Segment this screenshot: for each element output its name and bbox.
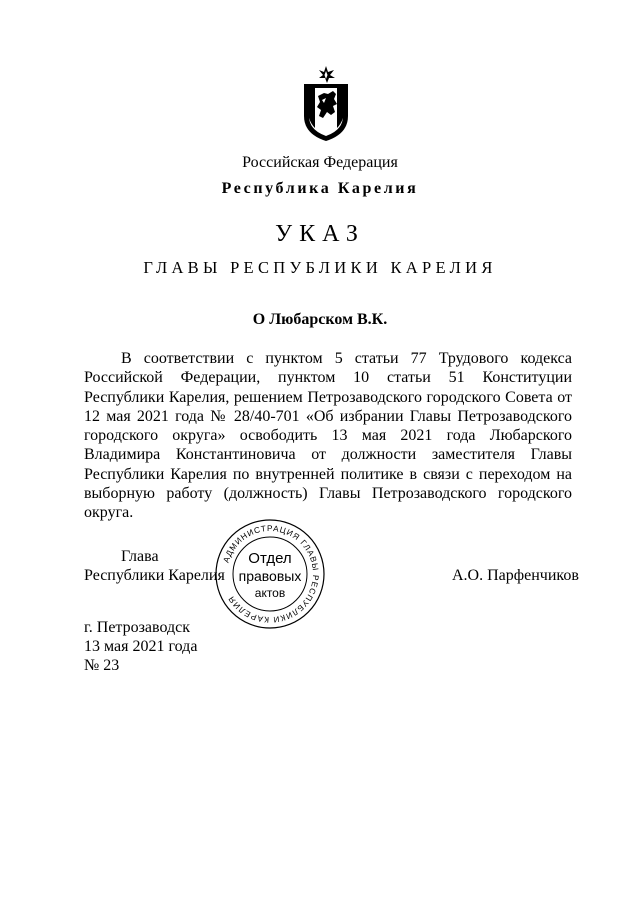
karelia-coat-of-arms-icon — [300, 66, 352, 142]
stamp-line-3: актов — [254, 586, 286, 600]
signatory-role-line-2: Республики Карелия — [84, 567, 225, 584]
stamp-ring-text: АДМИНИСТРАЦИЯ ГЛАВЫ РЕСПУБЛИКИ КАРЕЛИЯ — [221, 523, 321, 625]
signatory-name: А.О. Парфенчиков — [452, 567, 579, 584]
republic-name: Республика Карелия — [221, 180, 419, 197]
place-of-signing: г. Петрозаводск — [84, 619, 191, 636]
decree-body-text: В соответствии с пунктом 5 статьи 77 Трудового кодекса Российской Федерации, пунктом 10 статьи 51 Конституции Республики Карелия, решением Петрозаводского городского Совета от 12 мая 2021 года № 28/40-701 «Об избрании Главы Петрозаводского городского округа» освободить 13 мая 2021 года Любарского Владимира Константиновича от должности заместителя Главы Республики Карелия по внутренней политике в связи с переходом на выборную работу (должность) Главы Петрозаводского городского округа. — [84, 350, 572, 522]
document-type-title: УКАЗ — [275, 221, 365, 247]
stamp-line-1: Отдел — [248, 550, 292, 567]
country-name: Российская Федерация — [242, 154, 398, 171]
signatory-role-line-1: Глава — [121, 548, 159, 565]
document-issuer-subtitle: ГЛАВЫ РЕСПУБЛИКИ КАРЕЛИЯ — [143, 258, 497, 277]
decree-heading: О Любарском В.К. — [252, 311, 388, 328]
stamp-line-2: правовых — [238, 568, 302, 584]
decree-number: № 23 — [84, 657, 120, 674]
date-of-signing: 13 мая 2021 года — [84, 638, 198, 655]
official-stamp — [214, 518, 326, 630]
